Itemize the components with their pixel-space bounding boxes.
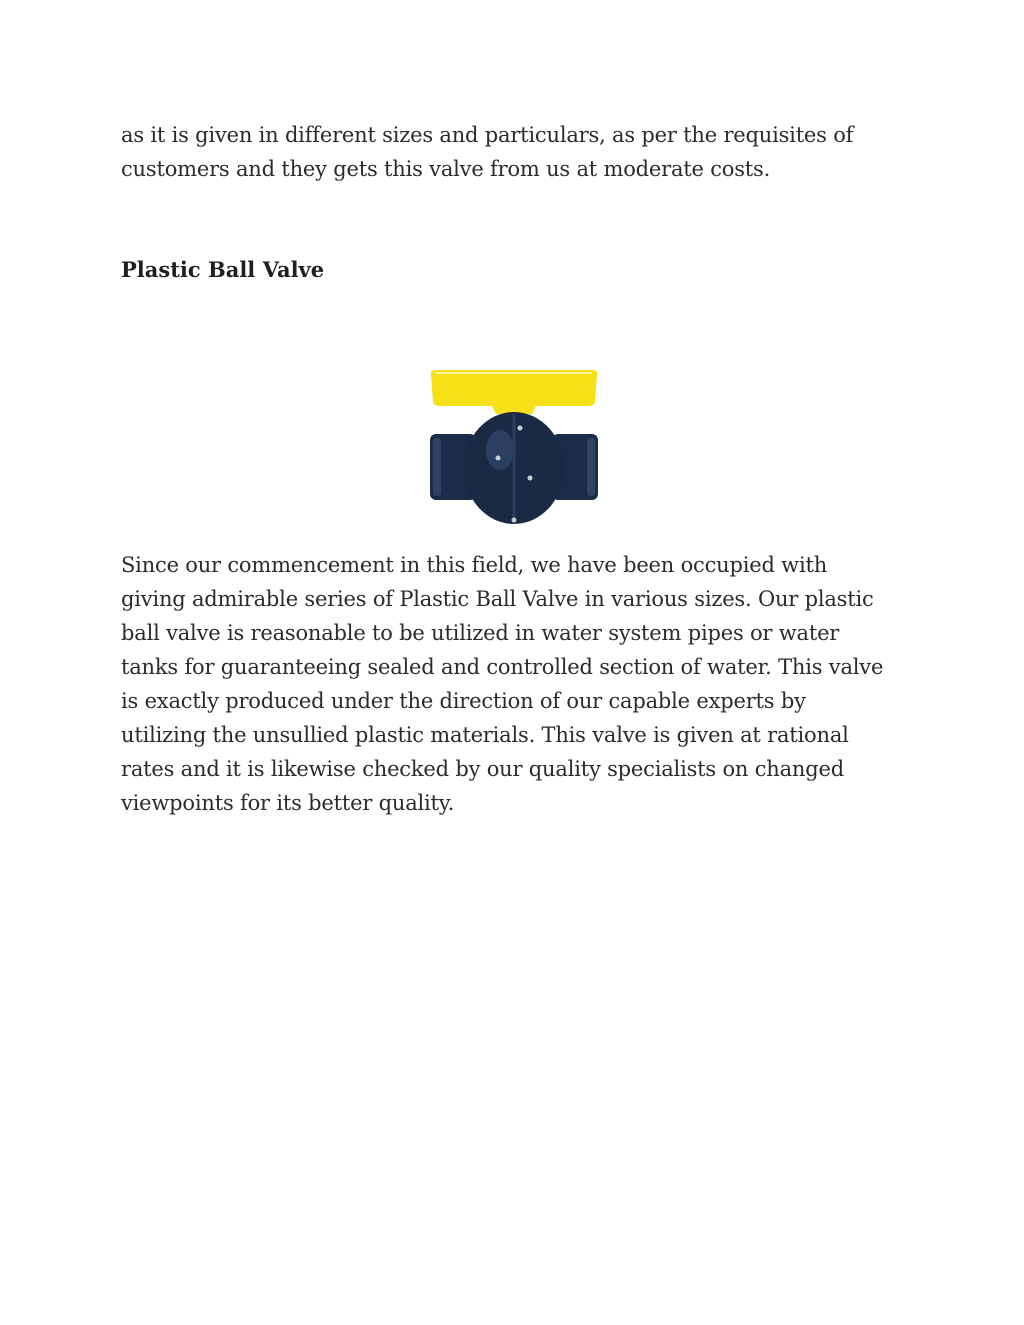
body-line: tanks for guaranteeing sealed and controlled section of water. This valve (121, 655, 884, 679)
plastic-ball-valve-image (424, 368, 604, 528)
intro-paragraph (121, 118, 911, 186)
body-paragraph (121, 548, 911, 820)
intro-line: customers and they gets this valve from us at moderate costs. (121, 157, 771, 181)
body-line: viewpoints for its better quality. (121, 791, 455, 815)
intro-line: as it is given in different sizes and particulars, as per the requisites of (121, 123, 854, 147)
body-line: utilizing the unsullied plastic materials. This valve is given at rational (121, 723, 849, 747)
plastic-ball-valve-icon (424, 368, 604, 528)
body-line: is exactly produced under the direction of our capable experts by (121, 689, 806, 713)
body-line: giving admirable series of Plastic Ball Valve in various sizes. Our plastic (121, 587, 874, 611)
body-line: rates and it is likewise checked by our quality specialists on changed (121, 757, 844, 781)
section-heading: Plastic Ball Valve (121, 257, 325, 282)
body-line: Since our commencement in this field, we have been occupied with (121, 553, 828, 577)
body-line: ball valve is reasonable to be utilized in water system pipes or water (121, 621, 840, 645)
